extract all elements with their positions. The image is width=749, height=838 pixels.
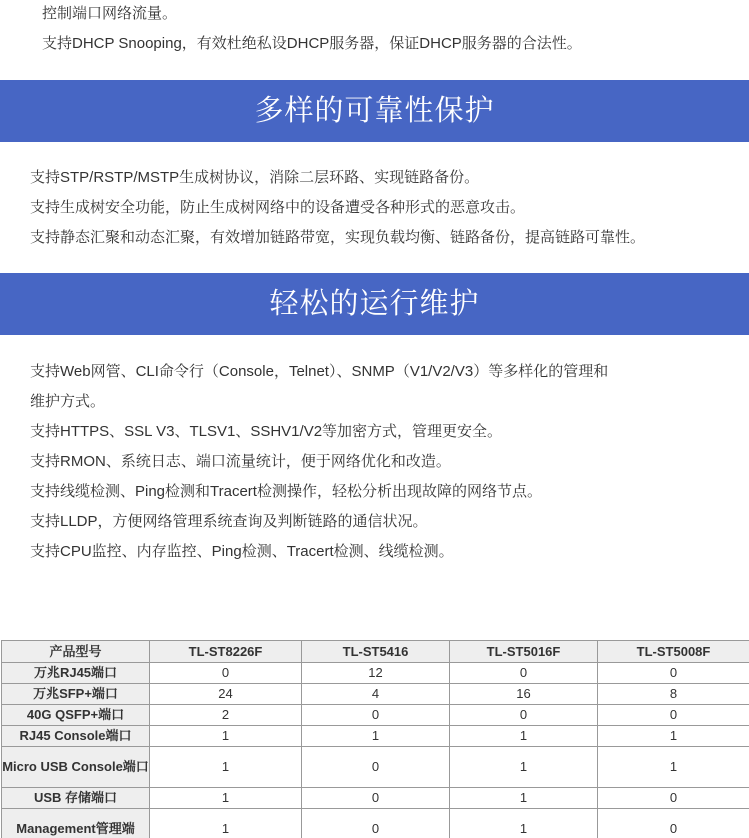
table-cell: 1 [150, 726, 302, 747]
row-label: 40G QSFP+端口 [2, 705, 150, 726]
table-row [2, 809, 749, 838]
maintenance-line: 支持HTTPS、SSL V3、TLSV1、SSHV1/V2等加密方式，管理更安全。 [30, 423, 503, 440]
table-cell: 1 [598, 747, 749, 788]
row-label: 万兆RJ45端口 [2, 663, 150, 684]
row-label: Management管理端 [2, 809, 150, 838]
reliability-banner [0, 80, 749, 142]
row-label: USB 存储端口 [2, 788, 150, 809]
table-row [2, 663, 749, 684]
maintenance-banner [0, 273, 749, 335]
table-cell: 12 [302, 663, 450, 684]
table-cell: 0 [450, 705, 598, 726]
reliability-line: 支持生成树安全功能，防止生成树网络中的设备遭受各种形式的恶意攻击。 [30, 199, 526, 216]
table-cell: 16 [450, 684, 598, 705]
row-label: 万兆SFP+端口 [2, 684, 150, 705]
table-cell: 0 [598, 809, 749, 838]
table-cell: 0 [598, 788, 749, 809]
table-cell: 4 [302, 684, 450, 705]
table-cell: 0 [302, 788, 450, 809]
table-cell: 1 [450, 747, 598, 788]
table-cell: 2 [150, 705, 302, 726]
table-row [2, 705, 749, 726]
row-label: Micro USB Console端口 [2, 747, 150, 788]
table-row [2, 726, 749, 747]
intro-line: 控制端口网络流量。 [42, 5, 178, 22]
table-cell: 0 [302, 809, 450, 838]
table-cell: 8 [598, 684, 749, 705]
table-cell: 1 [150, 809, 302, 838]
table-cell: 1 [450, 788, 598, 809]
table-cell: 0 [150, 663, 302, 684]
intro-line: 支持DHCP Snooping，有效杜绝私设DHCP服务器，保证DHCP服务器的合法性。 [42, 35, 582, 52]
table-cell: 0 [598, 663, 749, 684]
maintenance-line: 支持Web网管、CLI命令行（Console，Telnet）、SNMP（V1/V2/V3）等多样化的管理和 [30, 363, 609, 380]
reliability-line: 支持静态汇聚和动态汇聚，有效增加链路带宽，实现负载均衡、链路备份，提高链路可靠性。 [30, 229, 646, 246]
intro-section [0, 0, 749, 59]
header-model: 产品型号 [2, 641, 150, 663]
reliability-section [0, 142, 749, 273]
row-label: RJ45 Console端口 [2, 726, 150, 747]
table-row [2, 684, 749, 705]
table-cell: 1 [150, 747, 302, 788]
maintenance-section [0, 335, 749, 567]
header-tl-st5008f: TL-ST5008F [598, 641, 749, 663]
table-cell: 0 [450, 663, 598, 684]
table-cell: 1 [302, 726, 450, 747]
table-cell: 0 [302, 705, 450, 726]
header-tl-st5416: TL-ST5416 [302, 641, 450, 663]
maintenance-line: 支持LLDP，方便网络管理系统查询及判断链路的通信状况。 [30, 513, 428, 530]
table-cell: 1 [450, 809, 598, 838]
table-cell: 0 [302, 747, 450, 788]
maintenance-title: 轻松的运行维护 [269, 288, 480, 320]
table-cell: 1 [598, 726, 749, 747]
header-tl-st5016f: TL-ST5016F [450, 641, 598, 663]
table-cell: 1 [150, 788, 302, 809]
spec-table [1, 640, 749, 838]
table-row [2, 788, 749, 809]
maintenance-line: 支持CPU监控、内存监控、Ping检测、Tracert检测、线缆检测。 [30, 543, 454, 560]
reliability-title: 多样的可靠性保护 [254, 95, 495, 127]
maintenance-line: 支持RMON、系统日志、端口流量统计，便于网络优化和改造。 [30, 453, 451, 470]
table-header-row [2, 641, 749, 663]
reliability-line: 支持STP/RSTP/MSTP生成树协议，消除二层环路、实现链路备份。 [30, 169, 480, 186]
table-cell: 0 [598, 705, 749, 726]
table-cell: 24 [150, 684, 302, 705]
maintenance-line: 维护方式。 [30, 393, 106, 410]
table-cell: 1 [450, 726, 598, 747]
table-row [2, 747, 749, 788]
maintenance-line: 支持线缆检测、Ping检测和Tracert检测操作，轻松分析出现故障的网络节点。 [30, 483, 542, 500]
header-tl-st8226f: TL-ST8226F [150, 641, 302, 663]
